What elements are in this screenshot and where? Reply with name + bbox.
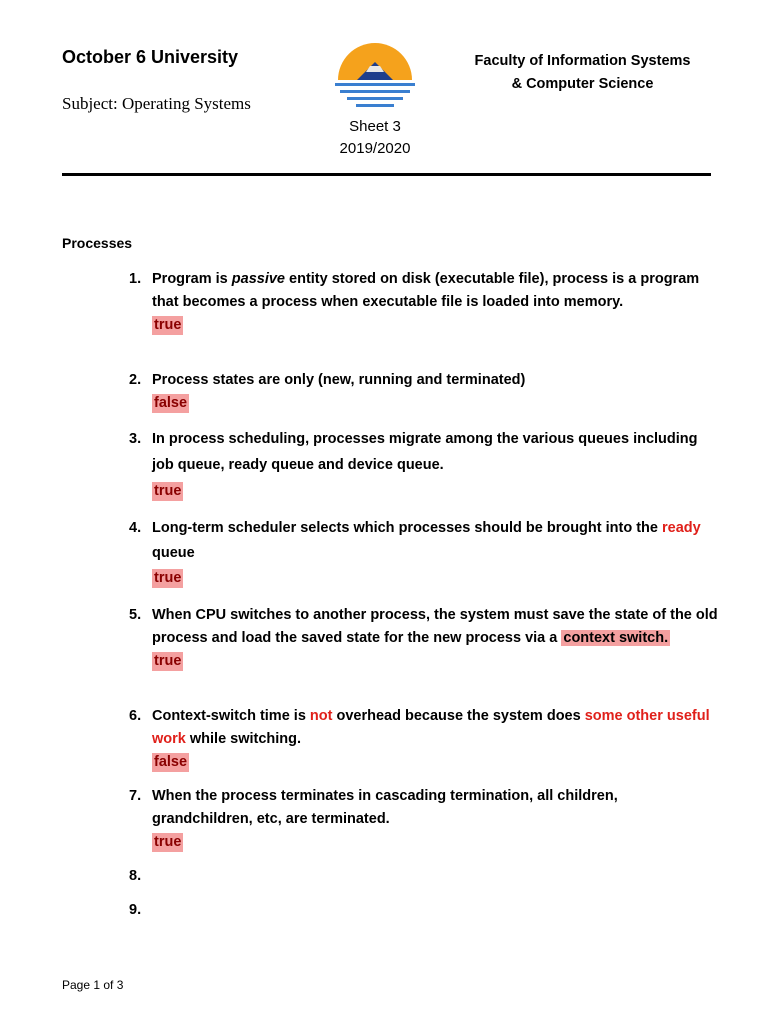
faculty-line-1: Faculty of Information Systems [474, 53, 691, 69]
emphasis-text: some other useful work [152, 708, 710, 747]
academic-year: 2019/2020 [339, 140, 411, 157]
answer-label: true [154, 834, 182, 850]
faculty-line-2: & Computer Science [511, 76, 654, 92]
question-number: 8. [129, 868, 142, 884]
answer-label: true [154, 570, 182, 586]
question-text: When CPU switches to another process, the system must save the state of the old process and load the saved state for the new process via a context switch. true [152, 607, 718, 669]
faculty-name [440, 50, 725, 96]
question-text: When the process terminates in cascading termination, all children, grandchildren, etc, are terminated. true [152, 788, 618, 850]
question-3 [129, 426, 719, 504]
question-5 [129, 604, 719, 673]
emphasis-text: not [309, 708, 333, 724]
question-4 [129, 516, 719, 591]
answer-label: true [154, 483, 182, 499]
question-7 [129, 785, 719, 854]
question-number: 1. [129, 271, 142, 287]
emphasis-text: ready [662, 520, 701, 536]
question-2 [129, 369, 719, 415]
question-number: 4. [129, 520, 142, 536]
sheet-info [300, 116, 450, 160]
question-text: Process states are only (new, running and terminated) false [152, 372, 526, 411]
header-divider [62, 173, 711, 176]
university-logo [330, 30, 420, 114]
question-text: In process scheduling, processes migrate among the various queues including job queue, ready queue and device queue. true [152, 431, 698, 499]
question-6 [129, 705, 719, 774]
answer-label: false [154, 395, 188, 411]
answer-label: true [154, 653, 182, 669]
sheet-number: Sheet 3 [349, 118, 401, 135]
subject-line: Subject: Operating Systems [62, 94, 251, 113]
emphasis-text: passive [231, 271, 285, 287]
question-number: 3. [129, 431, 142, 447]
question-text: Context-switch time is not overhead because the system does some other useful work while switching. false [152, 708, 710, 770]
section-title: Processes [62, 235, 133, 251]
page-footer: Page 1 of 3 [62, 978, 124, 992]
answer-label: true [154, 317, 182, 333]
question-number: 5. [129, 607, 142, 623]
answer-label: false [154, 754, 188, 770]
question-number: 6. [129, 708, 142, 724]
question-1 [129, 268, 719, 337]
question-number: 7. [129, 788, 142, 804]
question-number: 9. [129, 902, 142, 918]
university-name: October 6 University [62, 47, 239, 67]
highlighted-term: context switch. [563, 630, 669, 646]
question-text: Program is passive entity stored on disk (executable file), process is a program that becomes a process when executable file is loaded into memory. true [152, 271, 700, 333]
question-text: Long-term scheduler selects which processes should be brought into the ready queue true [152, 520, 701, 586]
question-number: 2. [129, 372, 142, 388]
